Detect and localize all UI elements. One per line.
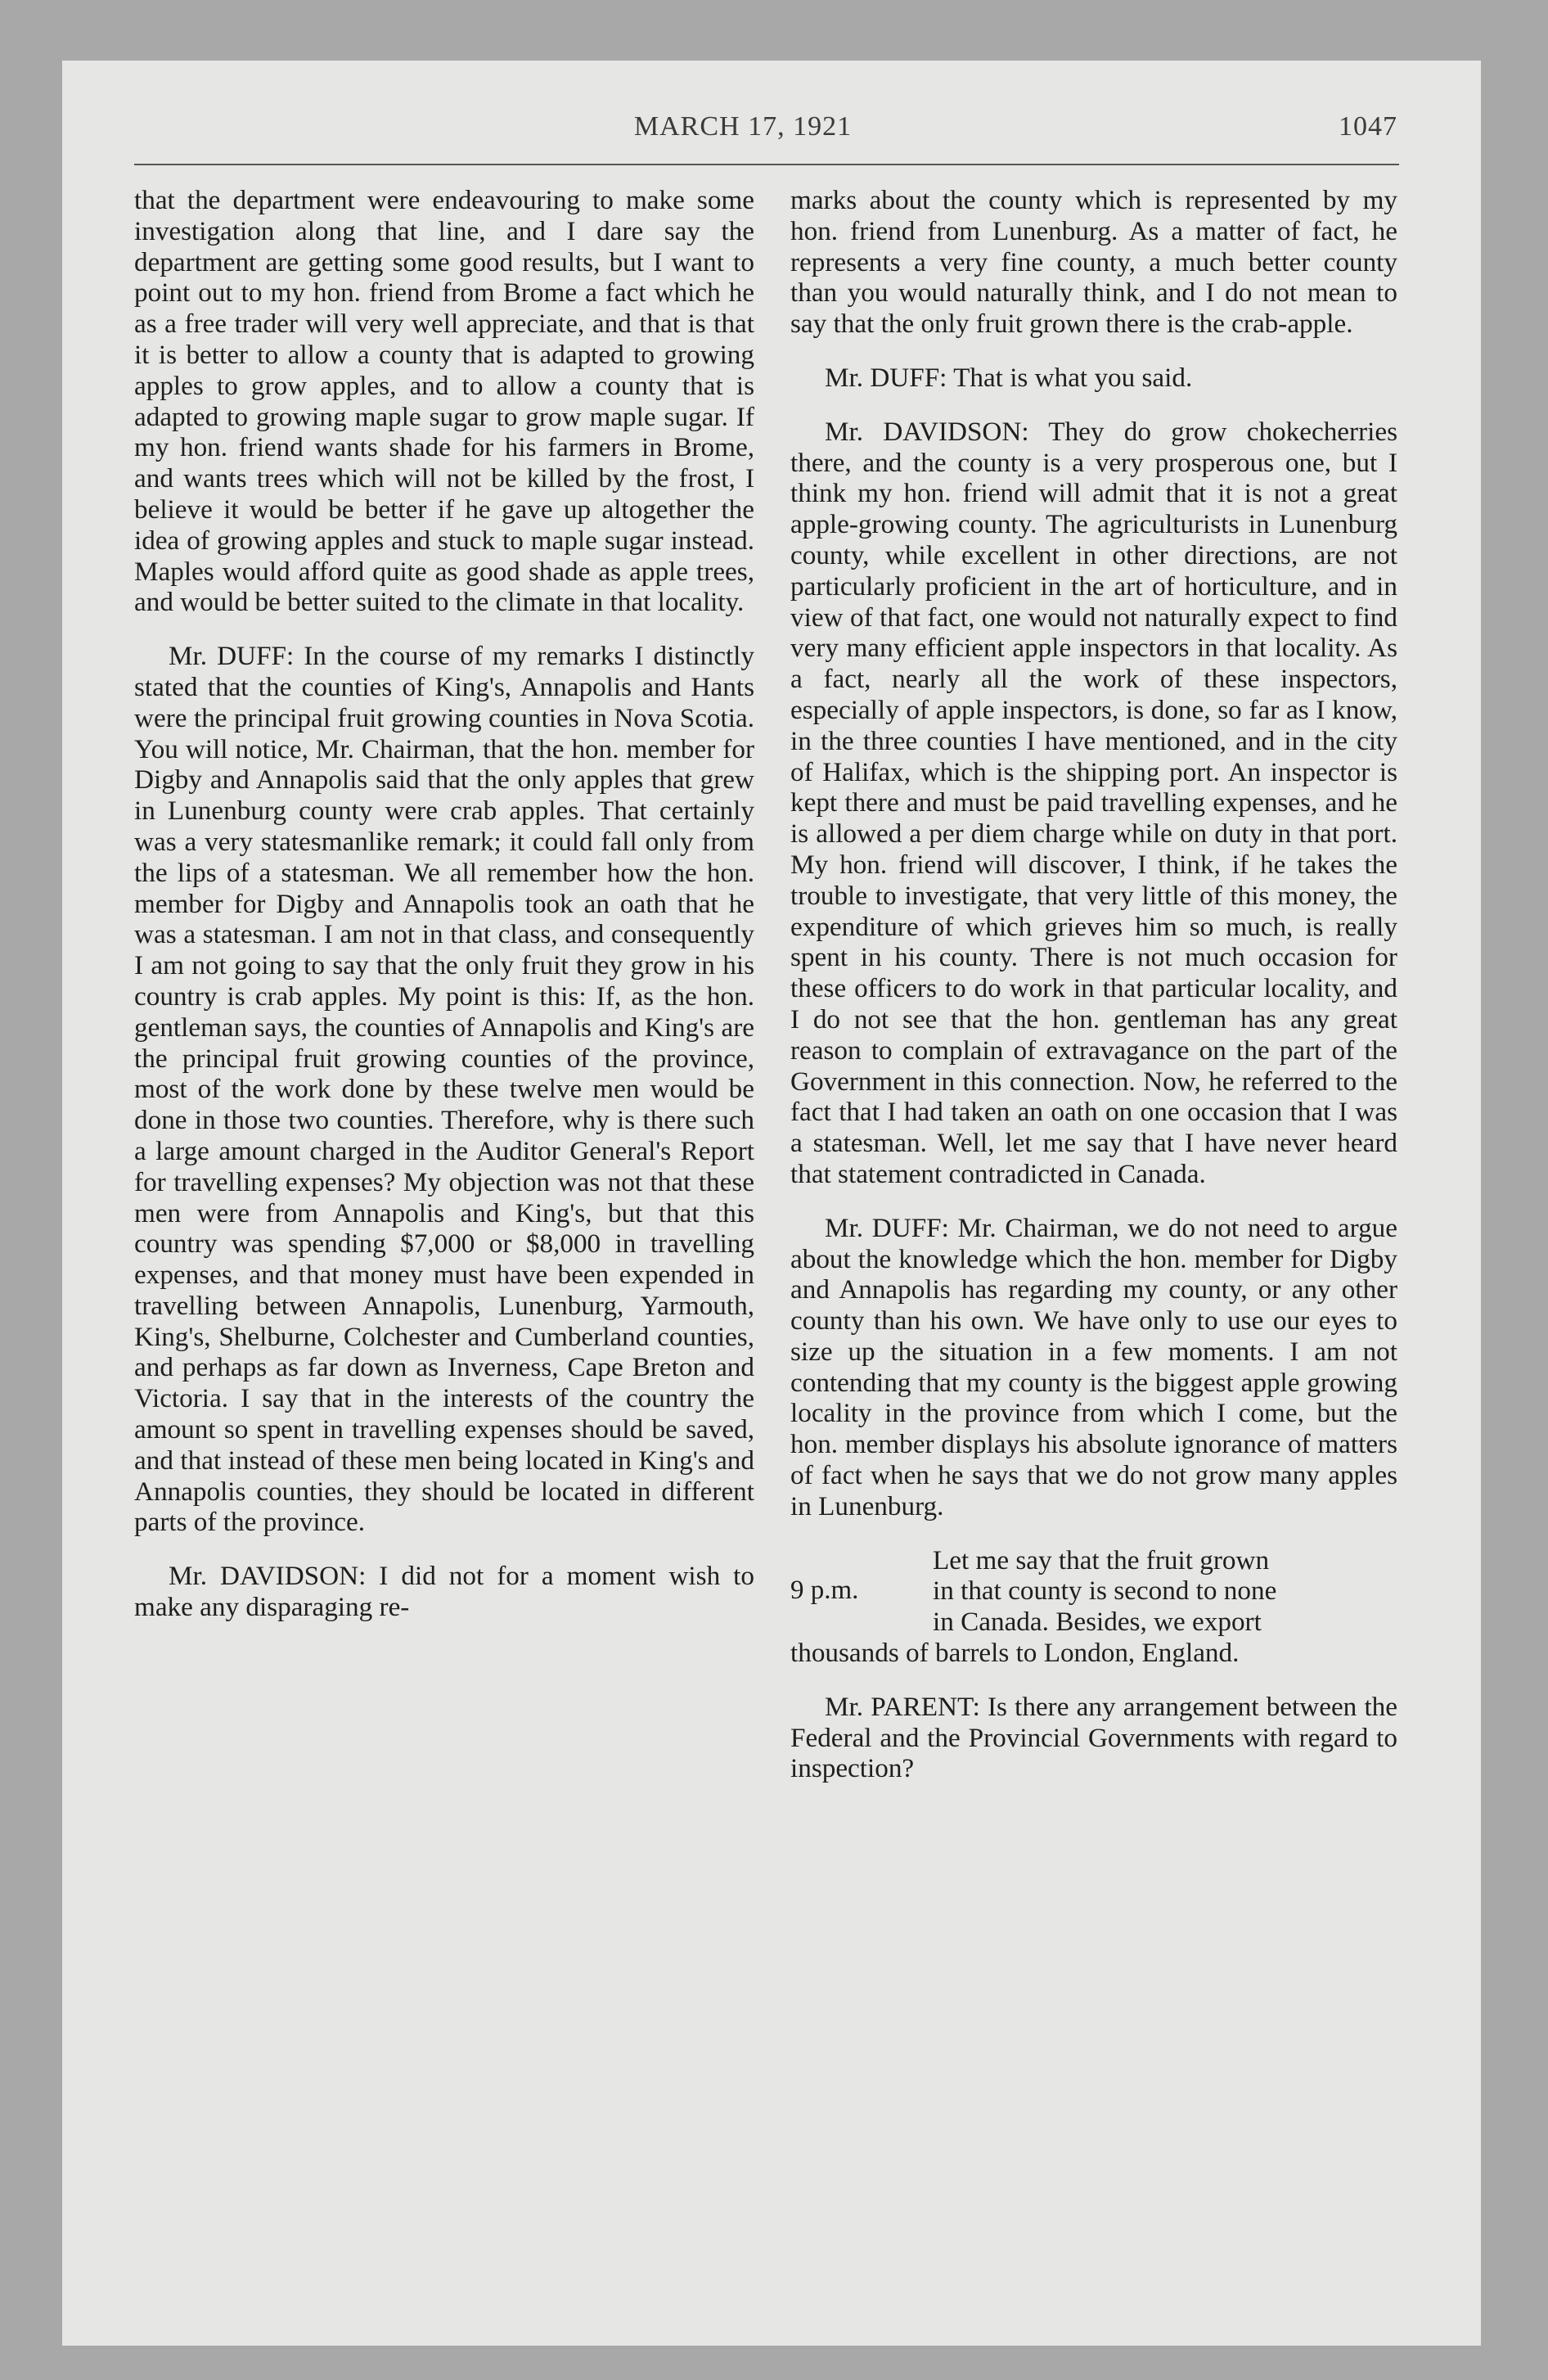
page-header xyxy=(88,111,1397,160)
right-column xyxy=(790,185,1397,1807)
paragraph: marks about the county which is represented by my hon. friend from Lunenburg. As a matter of fact, he represents a very fine county, a much better county than you would naturally think, and I do not mean to say that the only fruit grown there is the crab-apple. xyxy=(790,185,1397,340)
paragraph: Mr. PARENT: Is there any arrangement between the Federal and the Provincial Governments with regard to inspection? xyxy=(790,1691,1397,1784)
paragraph-with-margin-note: 9 p.m. Let me say that the fruit grown in that county is second to none in Canada. Besides, we export thousands of barrels to London, England. xyxy=(790,1544,1277,1669)
header-rule xyxy=(134,164,1399,165)
paragraph: Mr. DUFF: In the course of my remarks I distinctly stated that the counties of King's, Annapolis and Hants were the principal fruit growing counties in Nova Scotia. You will notice, Mr. Chairman, that the hon. member for Digby and Annapolis said that the only apples that grew in Lunenburg county were crab apples. That certainly was a very statesmanlike remark; it could fall only from the lips of a statesman. We all remember how the hon. member for Digby and Annapolis took an oath that he was a statesman. I am not in that class, and consequently I am not going to say that the only fruit they grow in his country is crab apples. My point is this: If, as the hon. gentleman says, the counties of Annapolis and King's are the principal fruit growing counties of the province, most of the work done by these twelve men would be done in those two counties. Therefore, why is there such a large amount charged in the Auditor General's Report for travelling expenses? My objection was not that these men were from Annapolis and King's, but that this country was spending $7,000 or $8,000 in travelling expenses, and that money must have been expended in travelling between Annapolis, Lunenburg, Yarmouth, King's, Shelburne, Colchester and Cumberland counties, and perhaps as far down as Inverness, Cape Breton and Victoria. I say that in the interests of the country the amount so spent in travelling expenses should be saved, and that instead of these men being located in King's and Annapolis counties, they should be located in different parts of the province. xyxy=(134,641,754,1538)
paragraph: Mr. DAVIDSON: I did not for a moment wish to make any disparaging re- xyxy=(134,1561,754,1623)
paragraph: Mr. DUFF: Mr. Chairman, we do not need to argue about the knowledge which the hon. member for Digby and Annapolis has regarding my county, or any other county than his own. We have only to use our eyes to size up the situation in a few moments. I am not contending that my county is the biggest apple growing locality in the province from which I come, but the hon. member displays his absolute ignorance of matters of fact when he says that we do not grow many apples in Lunenburg. xyxy=(790,1212,1397,1521)
page-number: 1047 xyxy=(1339,111,1397,142)
paragraph: Mr. DUFF: That is what you said. xyxy=(825,362,1193,393)
left-column xyxy=(134,185,754,1646)
paragraph: that the department were endeavouring to make some investigation along that line, and I dare say the department are getting some good results, but I want to point out to my hon. friend from Brome a fact which he as a free trader will very well appreciate, and that is that it is better to allow a county that is adapted to growing apples to grow apples, and to allow a county that is adapted to growing maple sugar to grow maple sugar. If my hon. friend wants shade for his farmers in Brome, and wants trees which will not be killed by the frost, I believe it would be better if he gave up altogether the idea of growing apples and stuck to maple sugar instead. Maples would afford quite as good shade as apple trees, and would be better suited to the climate in that locality. xyxy=(134,185,754,618)
time-margin-note: 9 p.m. xyxy=(790,1575,859,1605)
paragraph: Mr. DAVIDSON: They do grow chokecherries there, and the county is a very prosperous one, but I think my hon. friend will admit that it is not a great apple-growing county. The agriculturists in Lunenburg county, while excellent in other directions, are not particularly proficient in the art of horticulture, and in view of that fact, one would not naturally expect to find very many efficient apple inspectors in that locality. As a fact, nearly all the work of these inspectors, especially of apple inspectors, is done, so far as I know, in the three counties I have mentioned, and in the city of Halifax, which is the shipping port. An inspector is kept there and must be paid travelling expenses, and he is allowed a per diem charge while on duty in that port. My hon. friend will discover, I think, if he takes the trouble to investigate, that very little of this money, the expenditure of which grieves him so much, is really spent in his county. There is not much occasion for these officers to do work in that particular locality, and I do not see that the hon. gentleman has any great reason to complain of extravagance on the part of the Government in this connection. Now, he referred to the fact that I had taken an oath on one occasion that I was a statesman. Well, let me say that I have never heard that statement contradicted in Canada. xyxy=(790,416,1397,1189)
header-date: MARCH 17, 1921 xyxy=(633,111,853,142)
